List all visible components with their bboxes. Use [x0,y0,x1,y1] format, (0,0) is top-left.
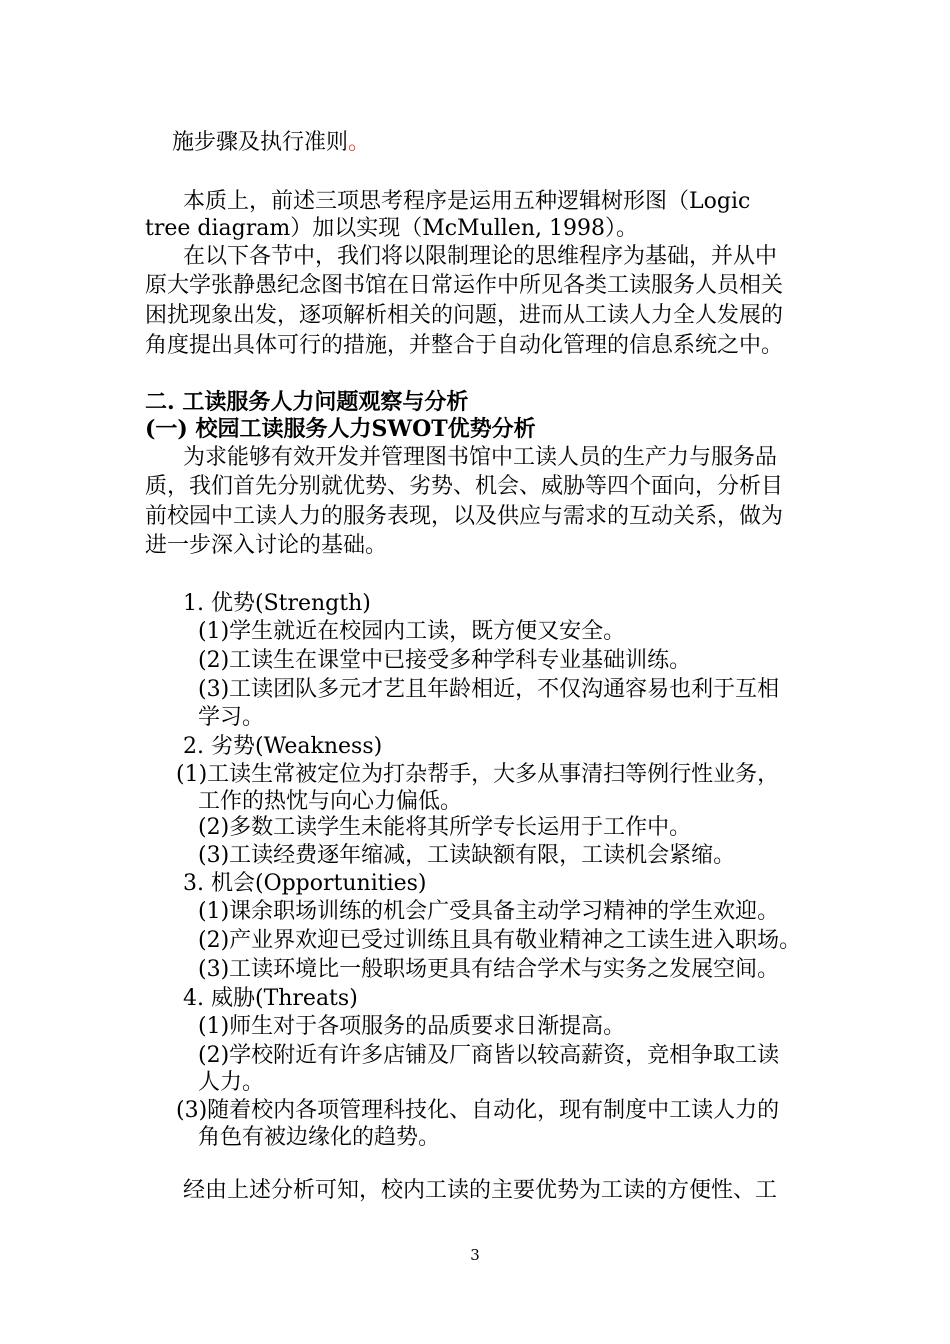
intro-line-text: 施步骤及执行准则 [172,130,349,155]
paragraph-line: 为求能够有效开发并管理图书馆中工读人员的生产力与服务品 [183,445,778,470]
swot-threats-title: 4. 威胁(Threats) [183,986,358,1011]
paragraph-line: 进一步深入讨论的基础。 [145,533,388,558]
swot-opportunities-title: 3. 机会(Opportunities) [183,871,427,896]
paragraph-line: 在以下各节中，我们将以限制理论的思维程序为基础，并从中 [183,244,778,269]
list-item: (1)学生就近在校园内工读，既方便又安全。 [198,619,626,644]
paragraph-line: 困扰现象出发，逐项解析相关的问题，进而从工读人力全人发展的 [145,303,784,328]
list-item: (2)多数工读学生未能将其所学专长运用于工作中。 [198,815,692,840]
intro-line [172,128,370,158]
paragraph-line: 角度提出具体可行的措施，并整合于自动化管理的信息系统之中。 [145,333,784,358]
list-item-continuation: 人力。 [198,1070,265,1095]
list-item: (3)随着校内各项管理科技化、自动化，现有制度中工读人力的 [176,1098,780,1123]
list-item: (1)课余职场训练的机会广受具备主动学习精神的学生欢迎。 [198,899,780,924]
paragraph-line: 原大学张静愚纪念图书馆在日常运作中所见各类工读服务人员相关 [145,273,784,298]
list-item-continuation: 工作的热忱与向心力偏低。 [198,789,463,814]
list-item-continuation: 学习。 [198,705,265,730]
section-heading: 二. 工读服务人力问题观察与分析 [145,389,469,415]
list-item: (1)工读生常被定位为打杂帮手，大多从事清扫等例行性业务， [176,762,780,787]
paragraph-line: 质，我们首先分别就优势、劣势、机会、威胁等四个面向，分析目 [145,474,784,499]
list-item: (3)工读经费逐年缩减，工读缺额有限，工读机会紧缩。 [198,843,736,868]
list-item: (2)产业界欢迎已受过训练且具有敬业精神之工读生进入职场。 [198,928,802,953]
list-item: (2)工读生在课堂中已接受多种学科专业基础训练。 [198,648,692,673]
swot-weakness-title: 2. 劣势(Weakness) [183,734,383,759]
page-number: 3 [470,1246,480,1264]
list-item: (1)师生对于各项服务的品质要求日渐提高。 [198,1014,626,1039]
paragraph-line: 前校园中工读人力的服务表现，以及供应与需求的互动关系，做为 [145,504,784,529]
paragraph-line: 本质上，前述三项思考程序是运用五种逻辑树形图（Logic [183,189,751,214]
list-item: (3)工读环境比一般职场更具有结合学术与实务之发展空间。 [198,957,780,982]
list-item: (3)工读团队多元才艺且年龄相近，不仅沟通容易也利于互相 [198,677,780,702]
list-item: (2)学校附近有许多店铺及厂商皆以较高薪资，竞相争取工读 [198,1043,780,1068]
list-item-continuation: 角色有被边缘化的趋势。 [198,1125,441,1150]
red-period: 。 [348,130,371,155]
swot-strength-title: 1. 优势(Strength) [183,591,371,616]
paragraph-line: 经由上述分析可知，校内工读的主要优势为工读的方便性、工 [183,1178,778,1203]
paragraph-line: tree diagram）加以实现（McMullen, 1998）。 [145,216,638,241]
subsection-heading: (一) 校园工读服务人力SWOT优势分析 [145,416,536,442]
